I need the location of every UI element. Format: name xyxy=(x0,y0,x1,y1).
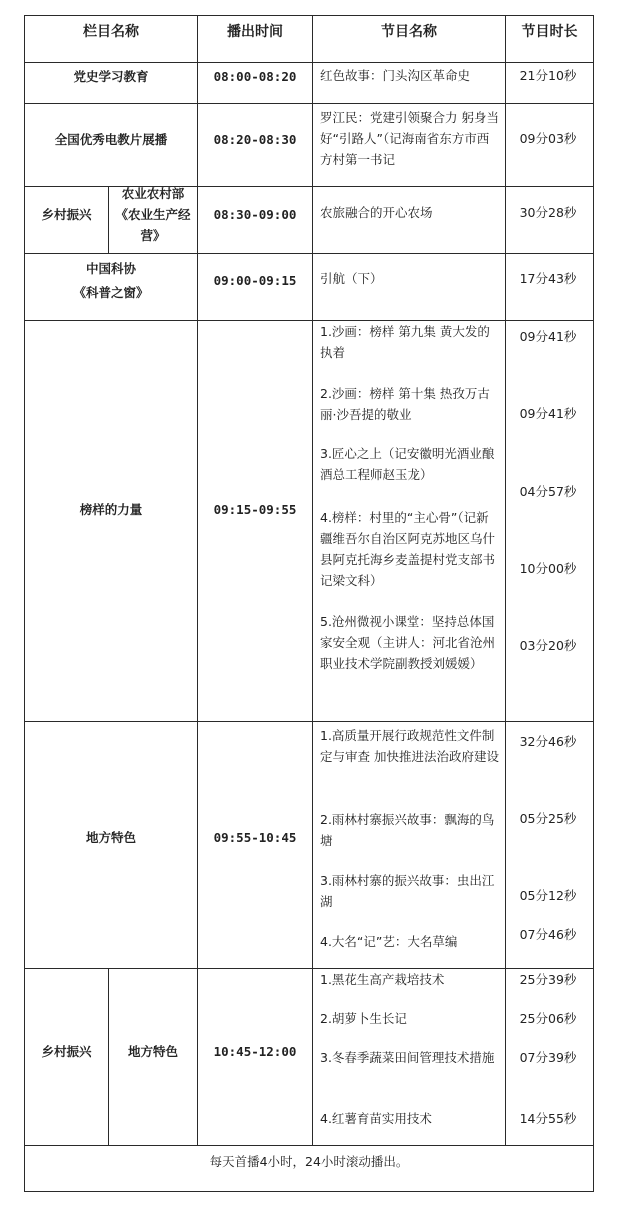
program-item: 3.雨林村寨的振兴故事：虫出江湖 xyxy=(320,873,495,909)
program-item: 5.沧州微视小课堂：坚持总体国家安全观（主讲人：河北省沧州职业技术学院副教授刘媛媛） xyxy=(320,614,496,671)
program-item: 红色故事：门头沟区革命史 xyxy=(320,68,471,83)
program-item: 4.榜样：村里的“主心骨”（记新疆维吾尔自治区阿克苏地区乌什县阿克托海乡麦盖提村党支部书记梁文科） xyxy=(320,510,496,588)
duration-item: 05分12秒 xyxy=(519,888,577,903)
duration-item: 05分25秒 xyxy=(519,811,577,826)
duration-item: 32分46秒 xyxy=(519,734,577,749)
program-item: 1.沙画：榜样 第九集 黄大发的执着 xyxy=(320,324,490,360)
program-item: 3.匠心之上（记安徽明光酒业酿酒总工程师赵玉龙） xyxy=(320,446,495,482)
row-air-time: 08:00-08:20 xyxy=(213,68,297,84)
duration-item: 03分20秒 xyxy=(519,638,577,653)
row-air-time: 08:30-09:00 xyxy=(213,206,297,222)
row-air-time: 09:15-09:55 xyxy=(213,501,297,517)
duration-item: 30分28秒 xyxy=(519,205,577,220)
row-air-time: 09:55-10:45 xyxy=(213,829,297,845)
duration-item: 09分41秒 xyxy=(519,406,577,421)
program-item: 1.高质量开展行政规范性文件制定与审查 加快推进法治政府建设 xyxy=(320,728,499,764)
row-column-sub: 农业农村部《农业生产经营》 xyxy=(115,185,191,243)
row-column-name: 榜样的力量 xyxy=(79,501,143,517)
duration-item: 07分46秒 xyxy=(519,927,577,942)
table-footer-note: 每天首播4小时，24小时滚动播出。 xyxy=(209,1153,409,1169)
header-duration: 节目时长 xyxy=(521,24,578,40)
program-item: 罗江民：党建引领聚合力 躬身当好“引路人”（记海南省东方市西方村第一书记 xyxy=(320,110,499,167)
program-item: 2.胡萝卜生长记 xyxy=(320,1011,407,1026)
row-column-main: 乡村振兴 xyxy=(41,206,92,222)
duration-item: 25分39秒 xyxy=(519,972,577,987)
program-item: 4.红薯育苗实用技术 xyxy=(320,1111,432,1126)
row-column-name: 全国优秀电教片展播 xyxy=(54,131,168,147)
duration-item: 07分39秒 xyxy=(519,1050,577,1065)
duration-item: 09分03秒 xyxy=(519,131,577,146)
program-item: 1.黑花生高产栽培技术 xyxy=(320,972,445,987)
duration-item: 17分43秒 xyxy=(519,271,577,286)
program-item: 2.沙画：榜样 第十集 热孜万古丽·沙吾提的敬业 xyxy=(320,386,490,422)
row-column-name-line1: 中国科协 xyxy=(85,260,136,276)
duration-item: 09分41秒 xyxy=(519,329,577,344)
row-column-name: 党史学习教育 xyxy=(73,68,149,84)
row-air-time: 09:00-09:15 xyxy=(213,272,297,288)
program-item: 农旅融合的开心农场 xyxy=(320,205,433,220)
header-program-name: 节目名称 xyxy=(381,24,437,40)
program-item: 3.冬春季蔬菜田间管理技术措施 xyxy=(320,1050,495,1065)
row-column-name: 地方特色 xyxy=(85,829,136,845)
row-column-main: 乡村振兴 xyxy=(41,1043,92,1059)
row-column-name-line2: 《科普之窗》 xyxy=(73,284,149,300)
program-item: 2.雨林村寨振兴故事：飘海的鸟塘 xyxy=(320,812,495,848)
duration-item: 04分57秒 xyxy=(519,484,577,499)
duration-item: 10分00秒 xyxy=(519,561,577,576)
row-column-sub: 地方特色 xyxy=(127,1043,178,1059)
duration-item: 14分55秒 xyxy=(519,1111,577,1126)
program-item: 引航（下） xyxy=(320,271,383,286)
duration-item: 21分10秒 xyxy=(519,68,577,83)
program-item: 4.大名“记”艺：大名草编 xyxy=(320,934,458,949)
header-air-time: 播出时间 xyxy=(227,24,283,40)
row-air-time: 10:45-12:00 xyxy=(213,1043,297,1059)
row-air-time: 08:20-08:30 xyxy=(213,131,297,147)
duration-item: 25分06秒 xyxy=(519,1011,577,1026)
header-column-name: 栏目名称 xyxy=(83,24,139,40)
